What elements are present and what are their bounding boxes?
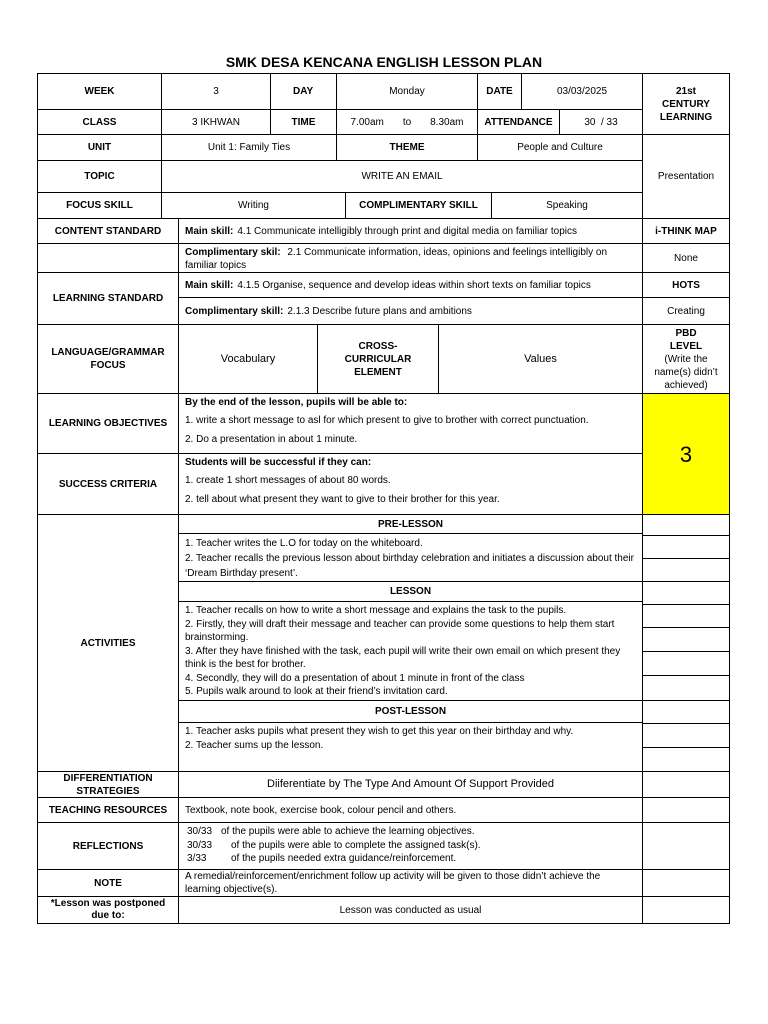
lo-item-1: 1. write a short message to asl for which present to give to brother with correct punctuation. bbox=[185, 415, 589, 426]
main-skill-text: 4.1.5 Organise, sequence and develop ideas within short texts on familiar topics bbox=[237, 279, 591, 291]
main-skill-text: 4.1 Communicate intelligibly through print and digital media on familiar topics bbox=[237, 225, 577, 237]
class-value: 3 IKHWAN bbox=[161, 109, 271, 135]
reflection-count: 30/33 bbox=[187, 839, 213, 851]
pre-lesson-item: 1. Teacher writes the L.O for today on the whiteboard. bbox=[185, 538, 423, 549]
reflection-text: of the pupils were able to complete the assigned task(s). bbox=[231, 839, 481, 851]
pre-lesson-item: 2. Teacher recalls the previous lesson about birthday celebration and initiates a discussion about their ‘Dream Birthday present’. bbox=[185, 553, 634, 579]
day-value: Monday bbox=[336, 73, 478, 110]
empty-cell bbox=[642, 604, 730, 628]
lo-item-2: 2. Do a presentation in about 1 minute. bbox=[185, 434, 358, 445]
time-value bbox=[336, 109, 478, 135]
comp-skill-text: 2.1 Communicate information, ideas, opinions and feelings intelligibly on familiar topics bbox=[185, 247, 608, 271]
content-standard-label: CONTENT STANDARD bbox=[37, 218, 179, 244]
content-standard-main bbox=[178, 218, 643, 244]
date-label: DATE bbox=[477, 73, 522, 110]
teaching-resources-label: TEACHING RESOURCES bbox=[37, 797, 179, 823]
learning-standard-comp bbox=[178, 297, 643, 325]
differentiation-value: Diiferentiate by The Type And Amount Of Support Provided bbox=[178, 771, 643, 798]
empty-cell bbox=[642, 771, 730, 798]
week-value: 3 bbox=[161, 73, 271, 110]
attendance-value: 30 / 33 bbox=[559, 109, 643, 135]
empty-cell bbox=[642, 535, 730, 559]
hots-label: HOTS bbox=[642, 272, 730, 298]
reflections-content bbox=[178, 822, 643, 870]
empty-cell bbox=[642, 747, 730, 772]
empty-cell bbox=[642, 869, 730, 897]
sc-item-2: 2. tell about what present they want to give to their brother for this year. bbox=[185, 494, 500, 505]
empty-cell bbox=[642, 514, 730, 536]
learning-standard-label: LEARNING STANDARD bbox=[37, 272, 179, 325]
page-title: SMK DESA KENCANA ENGLISH LESSON PLAN bbox=[225, 54, 543, 70]
time-start: 7.00am bbox=[350, 116, 384, 128]
reflections-label: REFLECTIONS bbox=[37, 822, 179, 870]
pre-lesson-heading: PRE-LESSON bbox=[178, 514, 643, 534]
cross-curricular-label: CROSS-CURRICULAR ELEMENT bbox=[317, 324, 439, 394]
attendance-label: ATTENDANCE bbox=[477, 109, 560, 135]
pbd-level-value: 3 bbox=[642, 393, 730, 515]
century-learning-label: 21st CENTURY LEARNING bbox=[642, 73, 730, 135]
teaching-resources-value: Textbook, note book, exercise book, colour pencil and others. bbox=[178, 797, 643, 823]
success-criteria-content bbox=[178, 453, 643, 515]
note-value: A remedial/reinforcement/enrichment follow up activity will be given to those didn’t achieve the learning objective(s). bbox=[178, 869, 643, 897]
lesson-item: 1. Teacher recalls on how to write a short message and explains the task to the pupils. bbox=[185, 605, 567, 616]
complimentary-skill-label: COMPLIMENTARY SKILL bbox=[345, 192, 492, 219]
ithink-map-value: None bbox=[642, 243, 730, 273]
language-focus-label: LANGUAGE/GRAMMAR FOCUS bbox=[37, 324, 179, 394]
content-standard-comp bbox=[178, 243, 643, 273]
learning-objectives-label: LEARNING OBJECTIVES bbox=[37, 393, 179, 454]
main-skill-label: Main skill: bbox=[185, 279, 234, 291]
learning-standard-main bbox=[178, 272, 643, 298]
post-lesson-item: 1. Teacher asks pupils what present they wish to get this year on their birthday and why. bbox=[185, 726, 574, 737]
pbd-level-label: PBD LEVEL bbox=[669, 327, 703, 352]
reflection-row bbox=[185, 852, 636, 866]
empty-cell bbox=[642, 797, 730, 823]
class-label: CLASS bbox=[37, 109, 162, 135]
focus-skill-value: Writing bbox=[161, 192, 346, 219]
reflection-count: 3/33 bbox=[187, 853, 207, 864]
lo-heading: By the end of the lesson, pupils will be able to: bbox=[185, 397, 408, 408]
empty-cell bbox=[37, 243, 179, 273]
note-label: NOTE bbox=[37, 869, 179, 897]
sc-heading: Students will be successful if they can: bbox=[185, 457, 372, 468]
pbd-level-header bbox=[642, 324, 730, 394]
empty-cell bbox=[642, 558, 730, 582]
week-label: WEEK bbox=[37, 73, 162, 110]
language-focus-value: Vocabulary bbox=[178, 324, 318, 394]
empty-cell bbox=[642, 723, 730, 748]
topic-value: WRITE AN EMAIL bbox=[161, 160, 643, 193]
empty-cell bbox=[642, 896, 730, 924]
topic-label: TOPIC bbox=[37, 160, 162, 193]
learning-objectives-content bbox=[178, 393, 643, 454]
activities-label: ACTIVITIES bbox=[37, 514, 179, 772]
lesson-item: 4. Secondly, they will do a presentation of about 1 minute in front of the class bbox=[185, 672, 525, 684]
postponed-label: *Lesson was postponed due to: bbox=[37, 896, 179, 924]
reflection-row bbox=[185, 839, 636, 853]
hots-value: Creating bbox=[642, 297, 730, 325]
theme-label: THEME bbox=[336, 134, 478, 161]
ithink-map-label: i-THINK MAP bbox=[642, 218, 730, 244]
main-skill-label: Main skill: bbox=[185, 225, 234, 237]
sc-item-1: 1. create 1 short messages of about 80 words. bbox=[185, 475, 391, 486]
date-value: 03/03/2025 bbox=[521, 73, 643, 110]
success-criteria-label: SUCCESS CRITERIA bbox=[37, 453, 179, 515]
reflection-row bbox=[185, 825, 636, 839]
unit-label: UNIT bbox=[37, 134, 162, 161]
time-to: to bbox=[402, 116, 412, 128]
reflection-text: of the pupils needed extra guidance/reinforcement. bbox=[231, 853, 457, 864]
focus-skill-label: FOCUS SKILL bbox=[37, 192, 162, 219]
theme-value: People and Culture bbox=[477, 134, 643, 161]
complimentary-skill-value: Speaking bbox=[491, 192, 643, 219]
unit-value: Unit 1: Family Ties bbox=[161, 134, 337, 161]
comp-skill-label: Complimentary skill: bbox=[185, 305, 284, 317]
pbd-level-note: (Write the name(s) didn’t achieved) bbox=[654, 353, 718, 391]
post-lesson-content bbox=[178, 722, 643, 772]
empty-cell bbox=[642, 581, 730, 605]
lesson-item: 3. After they have finished with the task, each pupil will write their own email on which present they think is the best for brother. bbox=[185, 645, 621, 670]
comp-skill-text: 2.1.3 Describe future plans and ambitions bbox=[287, 305, 472, 317]
postponed-value: Lesson was conducted as usual bbox=[178, 896, 643, 924]
lesson-heading: LESSON bbox=[178, 581, 643, 602]
comp-skill-label: Complimentary skil: bbox=[185, 247, 281, 258]
reflection-text: of the pupils were able to achieve the learning objectives. bbox=[221, 826, 475, 837]
empty-cell bbox=[642, 651, 730, 676]
lesson-item: 2. Firstly, they will draft their message and teacher can provide some questions to help them start brainstorming. bbox=[185, 618, 615, 643]
differentiation-label: DIFFERENTIATION STRATEGIES bbox=[37, 771, 179, 798]
day-label: DAY bbox=[270, 73, 337, 110]
lesson-item: 5. Pupils walk around to look at their friend’s invitation card. bbox=[185, 686, 448, 697]
empty-cell bbox=[642, 675, 730, 701]
lesson-content bbox=[178, 601, 643, 701]
empty-cell bbox=[642, 627, 730, 652]
cross-curricular-value: Values bbox=[438, 324, 643, 394]
reflection-count: 30/33 bbox=[187, 826, 213, 837]
time-label: TIME bbox=[270, 109, 337, 135]
empty-cell bbox=[642, 822, 730, 870]
century-learning-value: Presentation bbox=[642, 134, 730, 219]
pre-lesson-content bbox=[178, 533, 643, 582]
time-end: 8.30am bbox=[430, 116, 464, 128]
post-lesson-item: 2. Teacher sums up the lesson. bbox=[185, 739, 324, 751]
empty-cell bbox=[642, 700, 730, 724]
post-lesson-heading: POST-LESSON bbox=[178, 700, 643, 723]
